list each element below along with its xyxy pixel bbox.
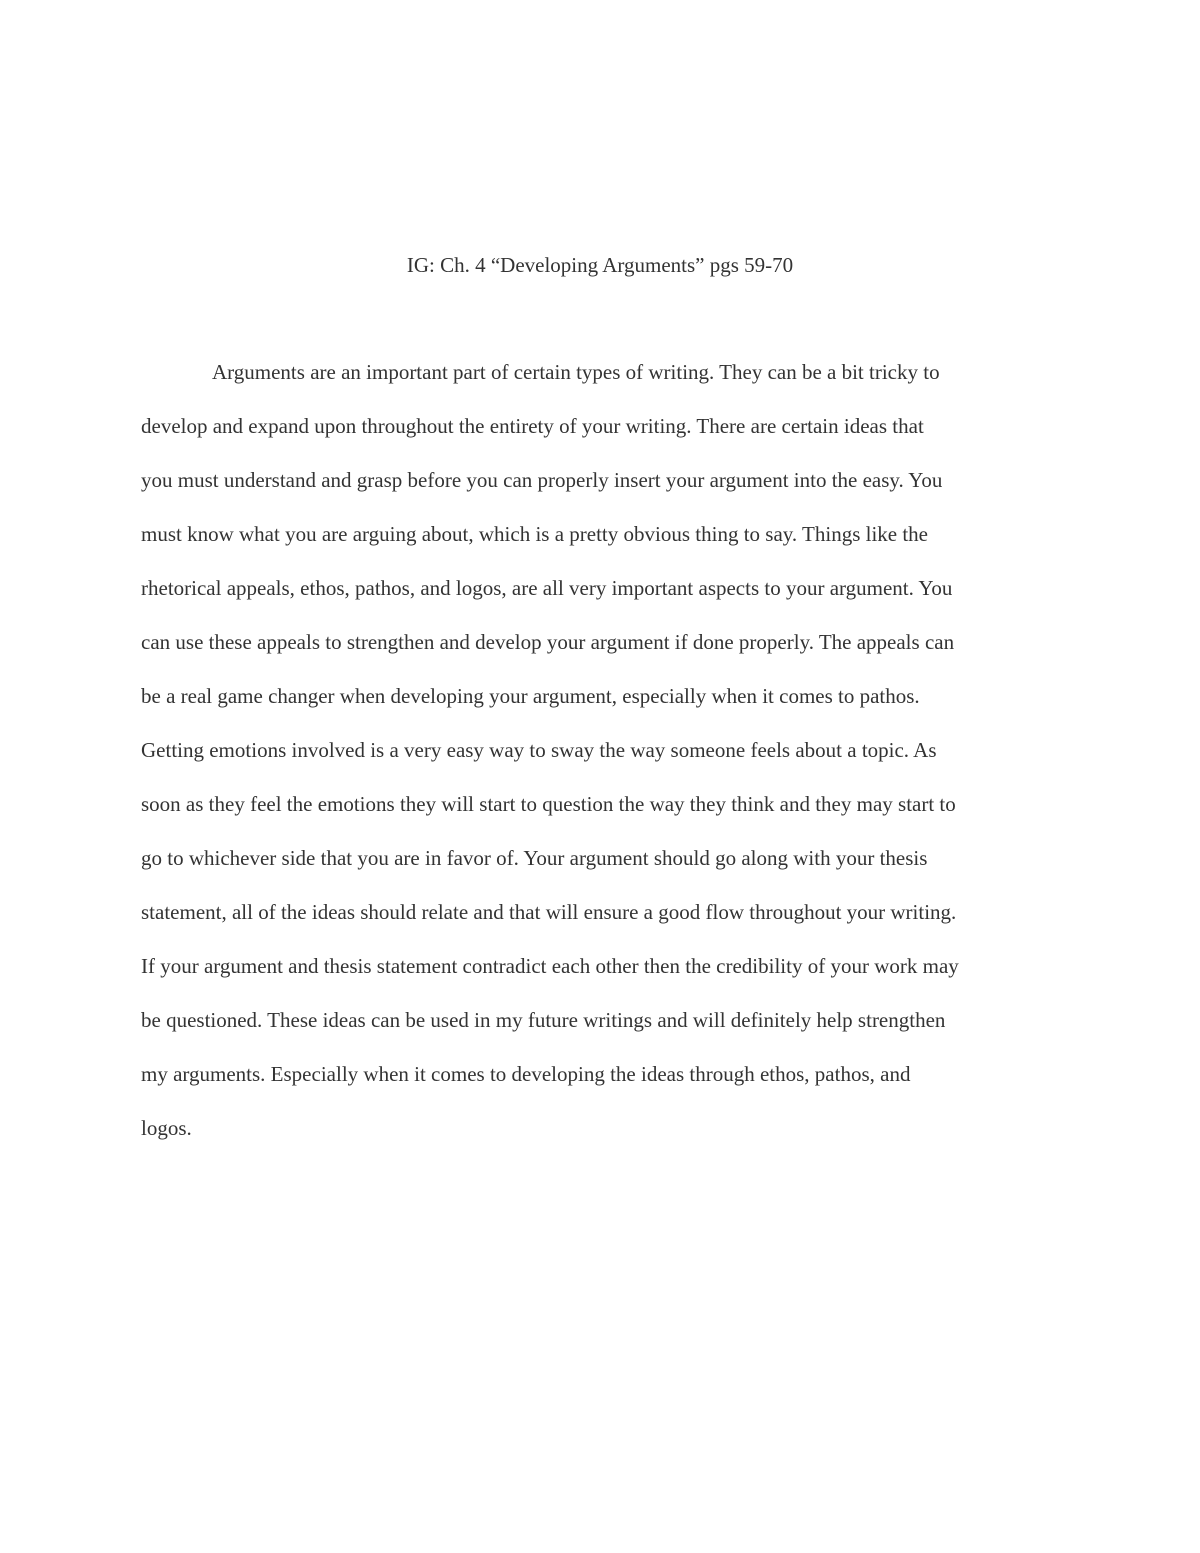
paragraph-line: can use these appeals to strengthen and develop your argument if done properly. The appeals can [141, 630, 955, 654]
paragraph-line: Getting emotions involved is a very easy way to sway the way someone feels about a topic. As [141, 738, 937, 762]
paragraph-line: logos. [141, 1116, 192, 1140]
document-title: IG: Ch. 4 “Developing Arguments” pgs 59-70 [406, 253, 794, 277]
paragraph-line: statement, all of the ideas should relate and that will ensure a good flow throughout your writing. [141, 900, 957, 924]
paragraph-line: develop and expand upon throughout the entirety of your writing. There are certain ideas that [141, 414, 924, 438]
paragraph-line: rhetorical appeals, ethos, pathos, and logos, are all very important aspects to your argument. You [141, 576, 953, 600]
paragraph-line: go to whichever side that you are in favor of. Your argument should go along with your thesis [141, 846, 928, 870]
paragraph-line: be a real game changer when developing your argument, especially when it comes to pathos. [141, 684, 920, 708]
paragraph-line: If your argument and thesis statement contradict each other then the credibility of your work may [141, 954, 959, 978]
paragraph-line: you must understand and grasp before you can properly insert your argument into the easy. You [141, 468, 943, 492]
paragraph-line: must know what you are arguing about, which is a pretty obvious thing to say. Things like the [141, 522, 929, 546]
paragraph-line: my arguments. Especially when it comes to developing the ideas through ethos, pathos, and [141, 1062, 911, 1086]
paragraph-line: be questioned. These ideas can be used in my future writings and will definitely help strengthen [141, 1008, 946, 1032]
paragraph-line: Arguments are an important part of certain types of writing. They can be a bit tricky to [212, 360, 940, 384]
body-paragraph [141, 356, 1061, 1166]
paragraph-line: soon as they feel the emotions they will start to question the way they think and they may start to [141, 792, 956, 816]
